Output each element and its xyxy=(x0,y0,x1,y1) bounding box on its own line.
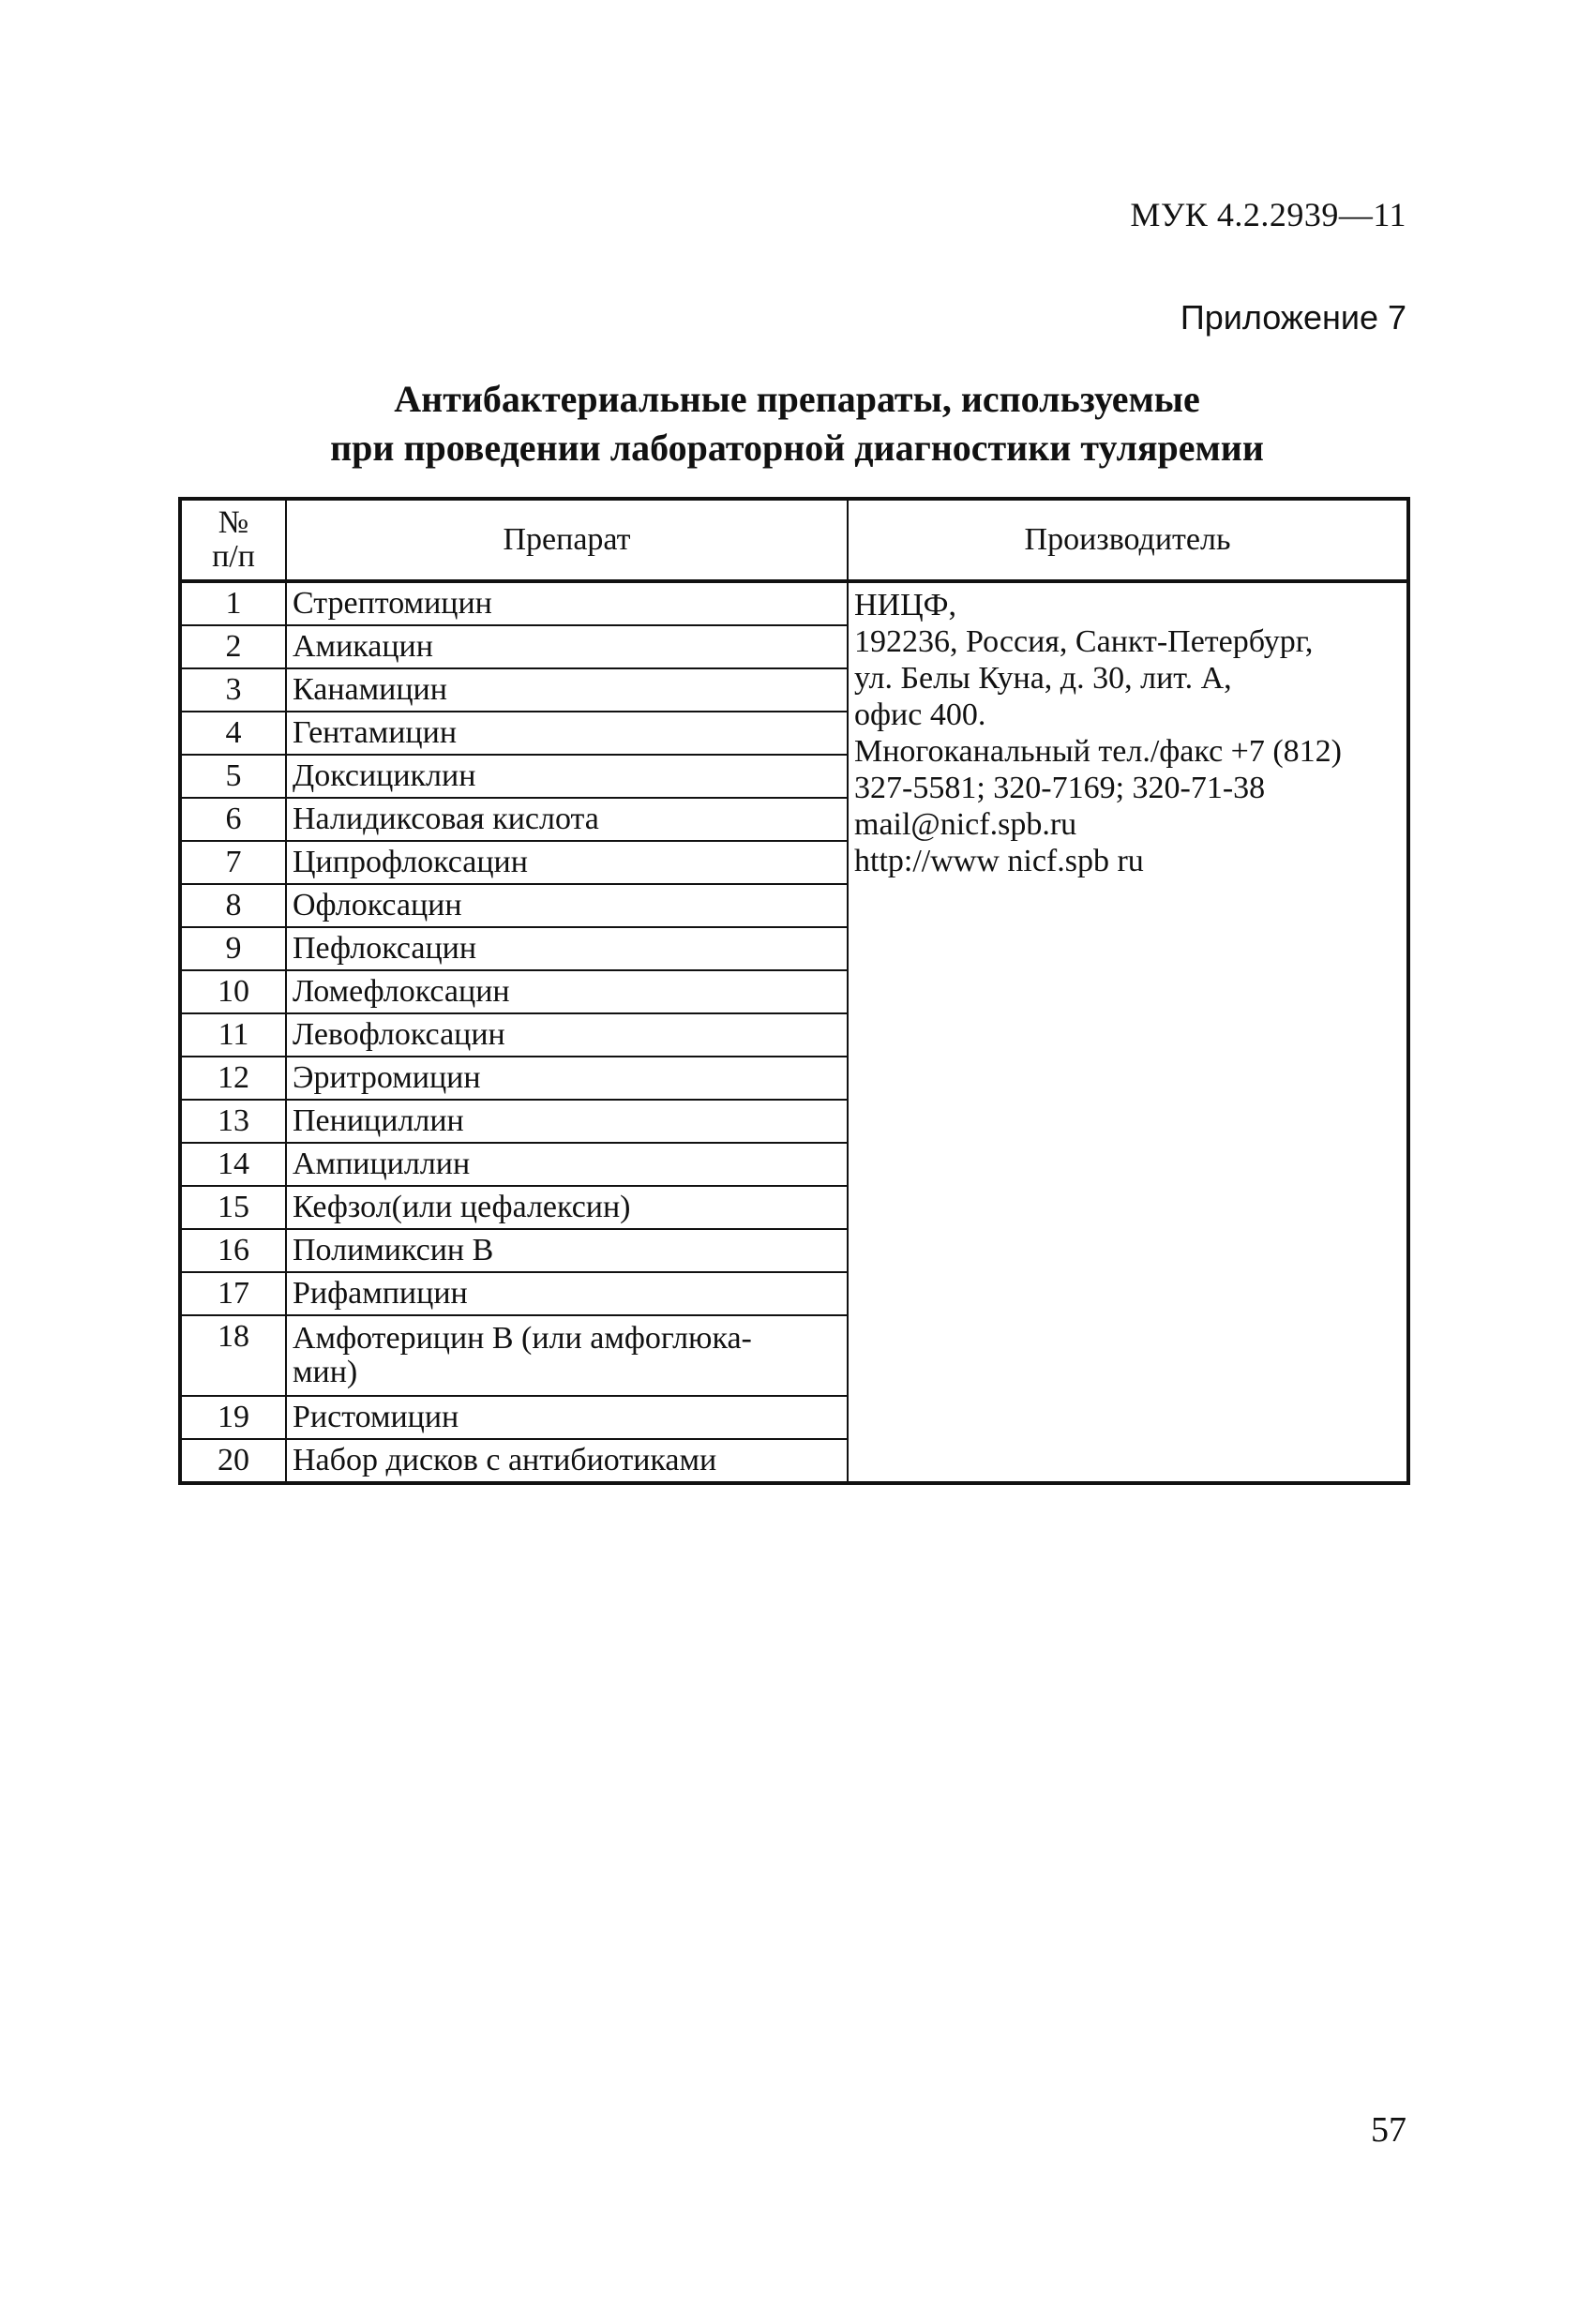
row-number: 10 xyxy=(180,970,286,1013)
appendix-label: Приложение 7 xyxy=(1180,298,1406,337)
maker-line: ул. Белы Куна, д. 30, лит. А, xyxy=(854,661,1232,696)
header-number xyxy=(180,499,286,581)
row-number: 13 xyxy=(180,1100,286,1143)
row-drug: Левофлоксацин xyxy=(286,1013,848,1057)
row-drug: Кефзол(или цефалексин) xyxy=(286,1186,848,1229)
table-row xyxy=(180,581,1408,625)
row-number: 12 xyxy=(180,1057,286,1100)
row-drug-line-2: мин) xyxy=(293,1355,358,1389)
row-drug: Рифампицин xyxy=(286,1272,848,1315)
drugs-table xyxy=(178,497,1410,1485)
row-number: 18 xyxy=(180,1315,286,1396)
document-code: МУК 4.2.2939—11 xyxy=(1130,196,1406,233)
row-drug: Налидиксовая кислота xyxy=(286,798,848,841)
row-number: 11 xyxy=(180,1013,286,1057)
manufacturer-cell xyxy=(848,581,1408,1483)
row-number: 7 xyxy=(180,841,286,884)
row-number: 4 xyxy=(180,712,286,755)
header-number-abbr: п/п xyxy=(212,539,255,574)
row-drug: Офлоксацин xyxy=(286,884,848,927)
row-number: 16 xyxy=(180,1229,286,1272)
row-drug: Амикацин xyxy=(286,625,848,668)
maker-website: http://www nicf.spb ru xyxy=(854,844,1144,878)
row-drug: Ампициллин xyxy=(286,1143,848,1186)
maker-line: НИЦФ, xyxy=(854,588,957,622)
row-number: 1 xyxy=(180,581,286,625)
row-number: 6 xyxy=(180,798,286,841)
row-number: 19 xyxy=(180,1396,286,1439)
row-number: 17 xyxy=(180,1272,286,1315)
page-title xyxy=(188,375,1406,472)
row-drug xyxy=(286,1315,848,1396)
row-drug-line-1: Амфотерицин В (или амфоглюка- xyxy=(293,1321,752,1356)
row-drug: Доксициклин xyxy=(286,755,848,798)
row-number: 20 xyxy=(180,1439,286,1483)
header-drug: Препарат xyxy=(286,499,848,581)
row-number: 8 xyxy=(180,884,286,927)
row-drug: Набор дисков с антибиотиками xyxy=(286,1439,848,1483)
row-drug: Пенициллин xyxy=(286,1100,848,1143)
table-header-row xyxy=(180,499,1408,581)
maker-line: 192236, Россия, Санкт-Петербург, xyxy=(854,624,1314,659)
row-number: 3 xyxy=(180,668,286,712)
row-drug: Пефлоксацин xyxy=(286,927,848,970)
row-drug: Канамицин xyxy=(286,668,848,712)
row-number: 5 xyxy=(180,755,286,798)
row-drug: Полимиксин В xyxy=(286,1229,848,1272)
row-drug: Ципрофлоксацин xyxy=(286,841,848,884)
title-line-1: Антибактериальные препараты, используемые xyxy=(394,378,1200,420)
page-number: 57 xyxy=(1371,2110,1406,2150)
header-number-symbol: № xyxy=(218,505,249,540)
maker-email: mail@nicf.spb.ru xyxy=(854,807,1077,842)
row-number: 14 xyxy=(180,1143,286,1186)
row-drug: Эритромицин xyxy=(286,1057,848,1100)
header-maker: Производитель xyxy=(848,499,1408,581)
row-drug: Ломефлоксацин xyxy=(286,970,848,1013)
row-drug: Гентамицин xyxy=(286,712,848,755)
maker-line: офис 400. xyxy=(854,697,986,732)
title-line-2: при проведении лабораторной диагностики туляремии xyxy=(330,427,1264,469)
row-drug: Ристомицин xyxy=(286,1396,848,1439)
row-number: 2 xyxy=(180,625,286,668)
row-number: 9 xyxy=(180,927,286,970)
row-number: 15 xyxy=(180,1186,286,1229)
maker-line: Многоканальный тел./факс +7 (812) xyxy=(854,734,1342,769)
row-drug: Стрептомицин xyxy=(286,581,848,625)
maker-line: 327-5581; 320-7169; 320-71-38 xyxy=(854,771,1266,805)
